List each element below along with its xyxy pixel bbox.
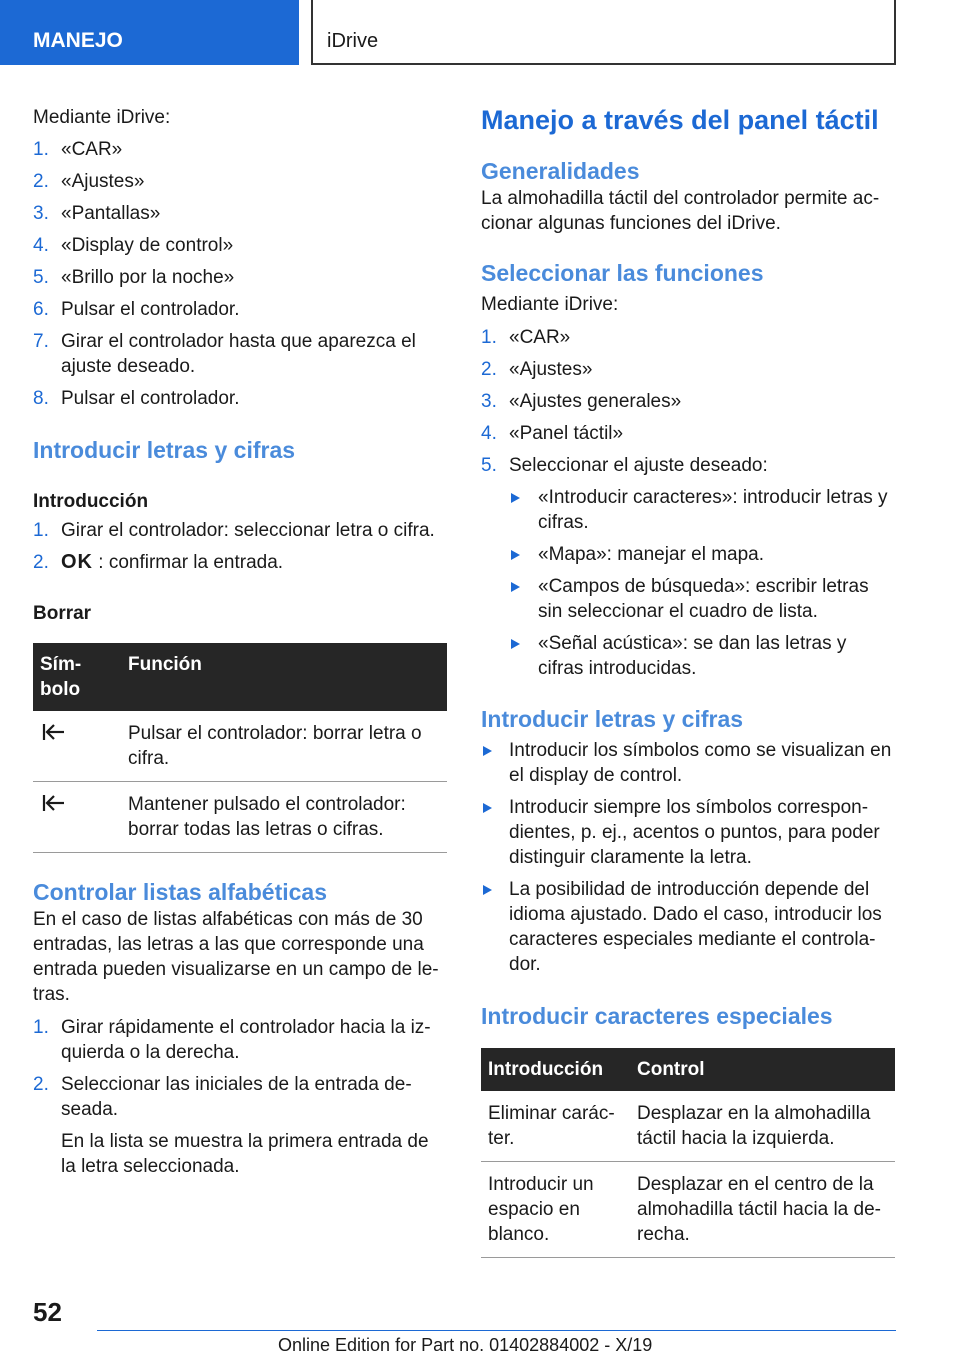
list-item: [33, 550, 447, 575]
right-column: [481, 100, 895, 1258]
heading-alpha: Controlar listas alfabéticas: [33, 879, 327, 905]
step-text: «Display de control»: [61, 235, 234, 256]
list-item: [481, 453, 895, 478]
step-text: Pulsar el controlador.: [61, 299, 240, 320]
list-item: [509, 574, 895, 624]
delete-back-icon: [40, 721, 68, 743]
step-text: Seleccionar las iniciales de la entrada de-seada.: [61, 1074, 412, 1120]
triangle-bullet-icon: [511, 639, 520, 649]
step-number: 1.: [33, 520, 49, 541]
step-number: 4.: [33, 235, 49, 256]
list-item: [33, 265, 447, 290]
footer-edition: Online Edition for Part no. 01402884002 - X/19: [278, 1335, 653, 1355]
step-number: 2.: [33, 552, 49, 573]
step-number: 7.: [33, 331, 49, 352]
input-steps: [33, 518, 447, 575]
step-text: «CAR»: [509, 327, 571, 348]
option-list: [509, 485, 895, 681]
step-number: 5.: [33, 267, 49, 288]
list-item: [481, 421, 895, 446]
table-header-control: Control: [630, 1048, 895, 1091]
triangle-bullet-icon: [483, 885, 492, 895]
list-item: [33, 297, 447, 322]
step-number: 2.: [481, 359, 497, 380]
table-header-input: Introducción: [481, 1048, 630, 1091]
triangle-bullet-icon: [483, 746, 492, 756]
step-number: 1.: [33, 1017, 49, 1038]
alpha-note: En la lista se muestra la primera entrada de la letra seleccionada.: [61, 1131, 429, 1177]
table-header-function: Función: [121, 643, 447, 711]
chapter-tab: [311, 0, 896, 65]
chapter-title: iDrive: [327, 30, 379, 52]
list-item: [481, 357, 895, 382]
step-number: 8.: [33, 388, 49, 409]
step-number: 5.: [481, 455, 497, 476]
step-text: «Pantallas»: [61, 203, 161, 224]
step-text: «Ajustes»: [509, 359, 593, 380]
triangle-bullet-icon: [511, 493, 520, 503]
page-number: 52: [33, 1297, 62, 1327]
list-item: [509, 542, 895, 567]
table-header-row: [481, 1048, 895, 1091]
table-cell-symbol: [33, 711, 121, 782]
section-title: MANEJO: [33, 29, 123, 52]
step-text: Seleccionar el ajuste deseado:: [509, 455, 768, 476]
step-number: 4.: [481, 423, 497, 444]
step-text: Pulsar el controlador.: [61, 388, 240, 409]
list-item: [33, 233, 447, 258]
triangle-bullet-icon: [511, 550, 520, 560]
table-cell-function: Pulsar el controlador: borrar letra o cifra.: [121, 711, 447, 782]
table-row: [481, 1091, 895, 1162]
general-text: La almohadilla táctil del controlador permite ac-cionar algunas funciones del iDrive.: [481, 188, 880, 234]
list-item: [481, 795, 895, 870]
table-header-symbol: Sím-bolo: [33, 643, 121, 711]
step-text: «CAR»: [61, 139, 123, 160]
table-row: [481, 1162, 895, 1258]
option-text: «Mapa»: manejar el mapa.: [538, 544, 765, 565]
bullet-text: Introducir los símbolos como se visualizan en el display de control.: [509, 740, 892, 786]
list-item: [33, 1015, 447, 1065]
table-cell-function: Mantener pulsado el controlador: borrar todas las letras o cifras.: [121, 782, 447, 853]
list-item: [509, 631, 895, 681]
list-item: [33, 169, 447, 194]
list-item: [33, 329, 447, 379]
page-title: Manejo a través del panel táctil: [481, 105, 879, 135]
left-steps: [33, 137, 447, 411]
delete-table: [33, 643, 447, 853]
table-row: [33, 711, 447, 782]
step-text: «Panel táctil»: [509, 423, 624, 444]
list-item: [33, 518, 447, 543]
step-text: : confirmar la entrada.: [93, 552, 284, 573]
step-text: «Brillo por la noche»: [61, 267, 235, 288]
step-text: Girar el controlador hasta que aparezca el ajuste deseado.: [61, 331, 416, 377]
list-item: [481, 738, 895, 788]
step-number: 1.: [481, 327, 497, 348]
delete-back-icon: [40, 792, 68, 814]
right-intro: Mediante iDrive:: [481, 294, 619, 315]
table-cell: Desplazar en la almohadilla táctil hacia la izquierda.: [630, 1091, 895, 1162]
table-cell: Introducir un espacio en blanco.: [481, 1162, 630, 1258]
heading-special: Introducir caracteres especiales: [481, 1003, 833, 1029]
step-number: 2.: [33, 1074, 49, 1095]
alpha-steps: [33, 1015, 447, 1122]
option-text: «Introducir caracteres»: introducir letras y cifras.: [538, 487, 888, 533]
list-item: [33, 386, 447, 411]
list-item: [481, 325, 895, 350]
triangle-bullet-icon: [483, 803, 492, 813]
heading-delete: Borrar: [33, 603, 92, 624]
bullet-text: La posibilidad de introducción depende del idioma ajustado. Dado el caso, introducir los caracteres especiales mediante el controla-dor.: [509, 879, 882, 975]
step-text: Girar rápidamente el controlador hacia la iz-quierda o la derecha.: [61, 1017, 431, 1063]
step-text: «Ajustes generales»: [509, 391, 682, 412]
list-item: [509, 485, 895, 535]
step-number: 1.: [33, 139, 49, 160]
heading-select: Seleccionar las funciones: [481, 260, 764, 286]
special-table: [481, 1048, 895, 1258]
left-intro: Mediante iDrive:: [33, 107, 171, 128]
step-number: 3.: [481, 391, 497, 412]
heading-letters-right: Introducir letras y cifras: [481, 706, 744, 732]
alpha-text: En el caso de listas alfabéticas con más de 30 entradas, las letras a las que corresponde una entrada pueden visualizarse en un campo de le-tras.: [33, 909, 439, 1005]
list-item: [481, 877, 895, 977]
table-row: [33, 782, 447, 853]
step-number: 6.: [33, 299, 49, 320]
triangle-bullet-icon: [511, 582, 520, 592]
option-text: «Señal acústica»: se dan las letras y cifras introducidas.: [538, 633, 847, 679]
table-cell: Eliminar carác-ter.: [481, 1091, 630, 1162]
list-item: [481, 389, 895, 414]
option-text: «Campos de búsqueda»: escribir letras sin seleccionar el cuadro de lista.: [538, 576, 869, 622]
heading-input: Introducción: [33, 491, 149, 512]
table-cell: Desplazar en el centro de la almohadilla táctil hacia la de-recha.: [630, 1162, 895, 1258]
list-item: [33, 201, 447, 226]
right-steps: [481, 325, 895, 478]
step-text: Girar el controlador: seleccionar letra o cifra.: [61, 520, 435, 541]
step-number: 3.: [33, 203, 49, 224]
table-header-row: [33, 643, 447, 711]
step-number: 2.: [33, 171, 49, 192]
left-column: [33, 100, 447, 1179]
step-text: «Ajustes»: [61, 171, 145, 192]
heading-general: Generalidades: [481, 158, 640, 184]
heading-letters: Introducir letras y cifras: [33, 437, 296, 463]
table-cell-symbol: [33, 782, 121, 853]
list-item: [33, 137, 447, 162]
ok-icon: OK: [61, 551, 93, 573]
letters-bullets: [481, 738, 895, 977]
section-tab: [0, 0, 299, 65]
list-item: [33, 1072, 447, 1122]
footer-divider: [97, 1330, 896, 1331]
bullet-text: Introducir siempre los símbolos correspon-dientes, p. ej., acentos o puntos, para poder distinguir claramente la letra.: [509, 797, 880, 868]
